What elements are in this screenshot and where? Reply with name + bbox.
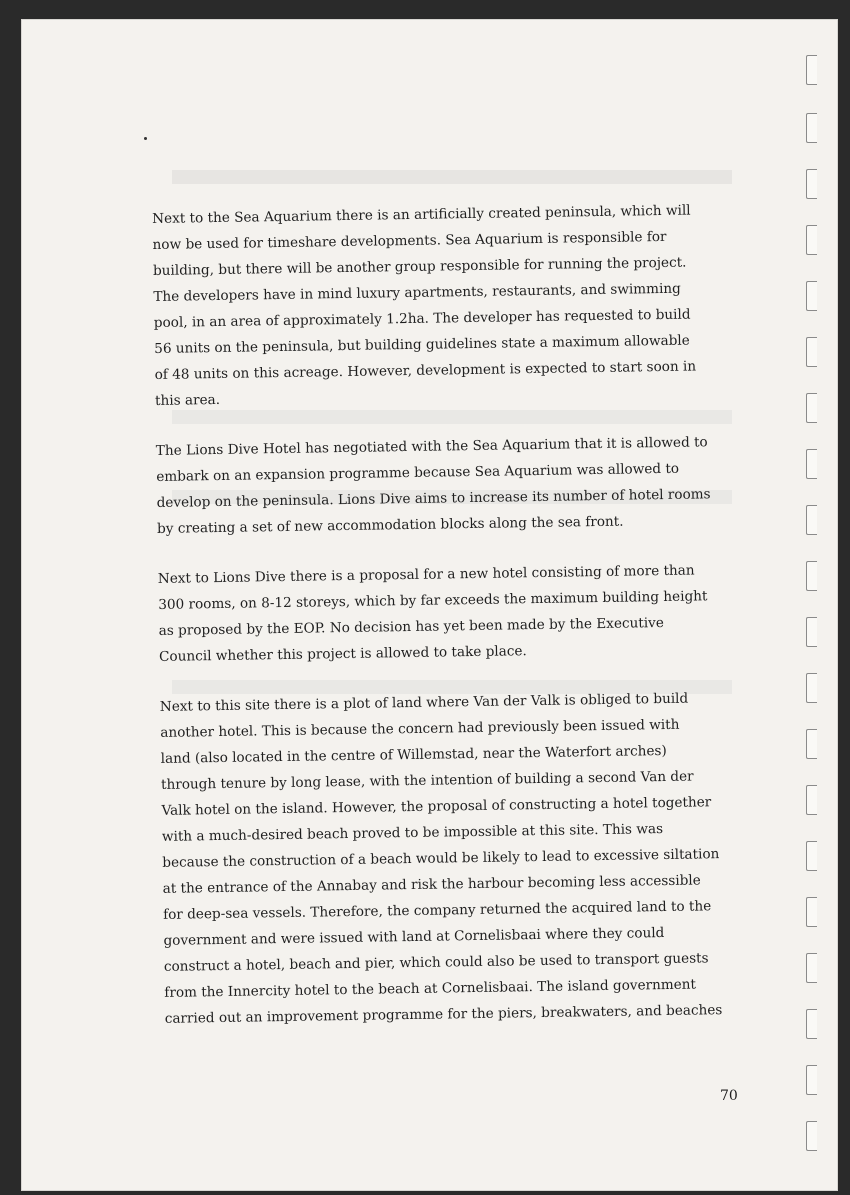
text-line: this area.: [154, 391, 221, 409]
text-line: Next to this site there is a plot of land where Van der Valk is obliged to build: [159, 690, 689, 715]
paragraph-2: [156, 429, 748, 542]
show-through-1: [172, 170, 732, 184]
binding-hole: [806, 673, 817, 703]
binding-hole: [806, 785, 817, 815]
text-line: through tenure by long lease, with the intention of building a second Van der: [160, 768, 694, 793]
binding-hole: [806, 729, 817, 759]
text-line: land (also located in the centre of Willemstad, near the Waterfort arches): [160, 742, 667, 767]
body-text: [152, 197, 755, 1056]
binding-hole: [806, 225, 817, 255]
text-line: for deep-sea vessels. Therefore, the company returned the acquired land to the: [163, 898, 712, 923]
binding-hole: [806, 617, 817, 647]
text-line: embark on an expansion programme because Sea Aquarium was allowed to: [156, 460, 680, 485]
text-line: Next to Lions Dive there is a proposal for a new hotel consisting of more than: [157, 562, 695, 587]
binding-hole: [806, 337, 817, 367]
text-line: of 48 units on this acreage. However, development is expected to start soon in: [154, 358, 697, 383]
text-line: pool, in an area of approximately 1.2ha. The developer has requested to build: [153, 306, 691, 331]
text-line: by creating a set of new accommodation blocks along the sea front.: [156, 513, 624, 537]
binding-hole: [806, 1121, 817, 1151]
text-line: 300 rooms, on 8-12 storeys, which by far exceeds the maximum building height: [158, 588, 708, 613]
text-line: The developers have in mind luxury apartments, restaurants, and swimming: [153, 280, 681, 305]
text-line: Next to the Sea Aquarium there is an artificially created peninsula, which will: [152, 202, 691, 227]
binding-hole: [806, 449, 817, 479]
paragraph-1: [152, 197, 745, 414]
text-line: from the Innercity hotel to the beach at Cornelisbaai. The island government: [164, 976, 697, 1001]
ink-dot: [144, 137, 147, 140]
text-line: government and were issued with land at Cornelisbaai where they could: [163, 925, 665, 949]
binding-hole: [806, 897, 817, 927]
binding-hole: [806, 505, 817, 535]
binding-hole: [806, 841, 817, 871]
document-page: [22, 20, 837, 1190]
text-line: now be used for timeshare developments. Sea Aquarium is responsible for: [152, 228, 667, 253]
binding-hole: [806, 169, 817, 199]
binding-hole: [806, 1065, 817, 1095]
text-line: at the entrance of the Annabay and risk the harbour becoming less accessible: [162, 872, 701, 897]
binding-hole: [806, 953, 817, 983]
text-line: another hotel. This is because the concern had previously been issued with: [160, 716, 680, 741]
binding-hole: [806, 393, 817, 423]
text-line: because the construction of a beach would be likely to lead to excessive siltation: [162, 846, 720, 871]
binding-hole: [806, 55, 817, 85]
text-line: Council whether this project is allowed to take place.: [158, 643, 527, 665]
text-line: as proposed by the EOP. No decision has yet been made by the Executive: [158, 615, 664, 639]
binding-hole: [806, 281, 817, 311]
binding-hole: [806, 561, 817, 591]
text-line: The Lions Dive Hotel has negotiated with the Sea Aquarium that it is allowed to: [155, 434, 708, 459]
binding-hole: [806, 1009, 817, 1039]
text-line: 56 units on the peninsula, but building guidelines state a maximum allowable: [154, 332, 690, 357]
text-line: with a much-desired beach proved to be impossible at this site. This was: [161, 821, 664, 845]
text-line: develop on the peninsula. Lions Dive aims to increase its number of hotel rooms: [156, 486, 711, 511]
text-line: Valk hotel on the island. However, the proposal of constructing a hotel together: [161, 794, 712, 819]
paragraph-3: [158, 557, 750, 670]
page-number: 70: [720, 1088, 738, 1104]
text-line: building, but there will be another group responsible for running the project.: [152, 254, 687, 279]
binding-hole: [806, 113, 817, 143]
text-line: construct a hotel, beach and pier, which could also be used to transport guests: [163, 950, 709, 975]
paragraph-4: [160, 685, 755, 1032]
text-line: carried out an improvement programme for the piers, breakwaters, and beaches: [164, 1002, 723, 1027]
